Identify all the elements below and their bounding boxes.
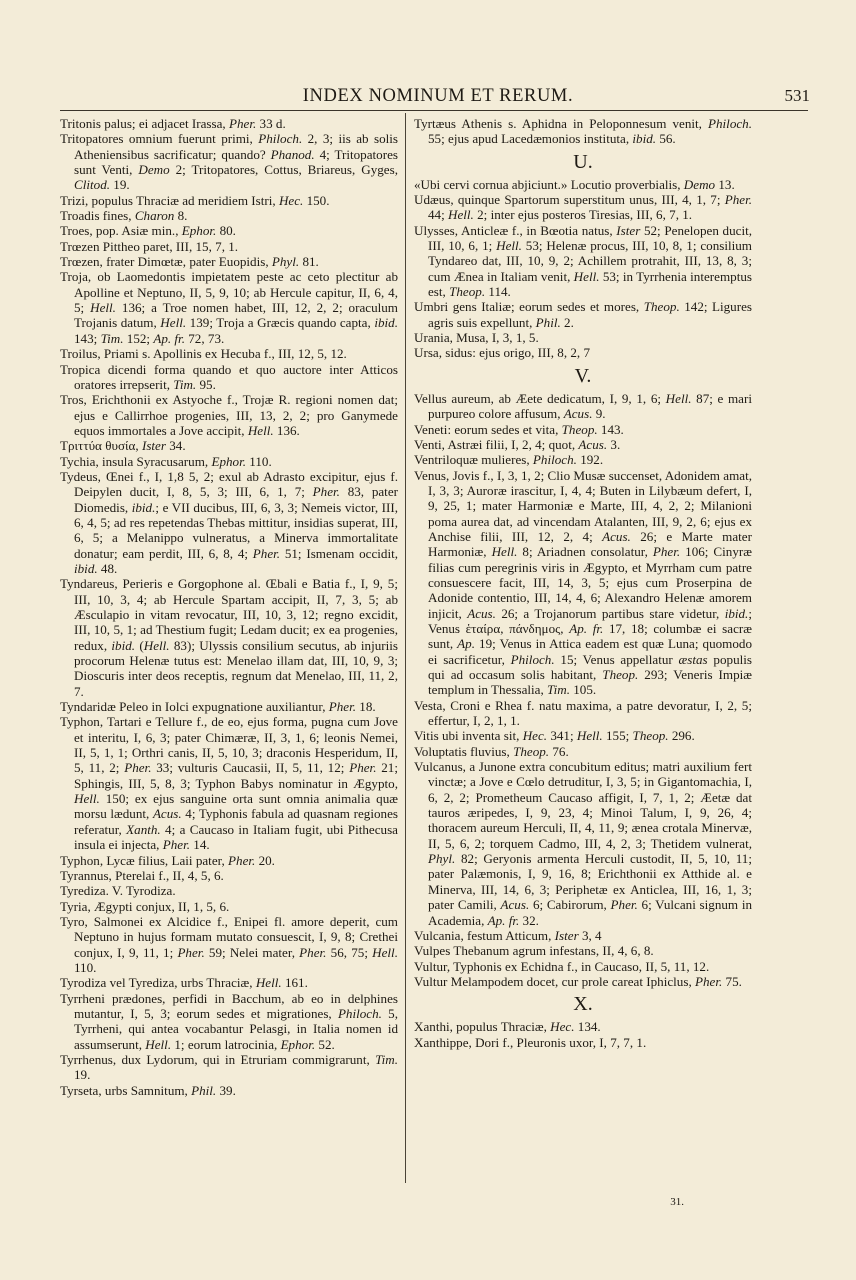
section-letter-u: U.	[573, 150, 593, 173]
signature-mark: 31.	[670, 1196, 684, 1208]
index-entry: Vultur, Typhonis ex Echidna f., in Caucaso, II, 5, 11, 12.	[414, 958, 710, 974]
index-entry: Vulpes Thebanum agrum infestans, II, 4, 6, 8.	[414, 943, 654, 959]
index-entry: Vellus aureum, ab Æete dedicatum, I, 9, 1, 6; Hell. 87; e mari purpureo colore affusum, Acus. 9.	[414, 390, 752, 422]
index-entry: Troilus, Priami s. Apollinis ex Hecuba f., III, 12, 5, 12.	[60, 346, 347, 362]
index-entry: Vulcanus, a Junone extra concubitum editus; matri auxilium fert vinctæ; a Jove e Cœlo detruditur, I, 3, 5; in Gigantomachia, I, 6, 2, 2; Prometheum Caucaso affigit, I, 7, 1, 2; Æetæ dat tauros æripedes, I, 9, 23, 4; Minoi Talum, I, 9, 26, 4; thoracem aureum Herculi, II, 4, 11, 9; ænea crotala Minervæ, II, 5, 6, 2; torquem Cadmo, III, 4, 2, 3; Thetidem vulnerat, Phyl. 82; Geryonis armenta Herculi custodit, II, 5, 10, 11; pater Palæmonis, I, 9, 16, 8; Erichthonii ex Atthide al. e Minerva, III, 14, 6, 3; Periphetæ ex Anticlea, III, 16, 1, 3; pater Camili, Acus. 6; Cabirorum, Pher. 6; Vulcani signum in Academia, Ap. fr. 32.	[414, 759, 752, 928]
index-entry: Tyrrheni prædones, perfidi in Bacchum, ab eo in delphines mutantur, I, 5, 3; eorum sedes et migrationes, Philoch. 5, Tyrrheni, qui antea vocabantur Pelasgi, in Italia nomen id assumserunt, Hell. 1; eorum latrocinia, Ephor. 52.	[60, 990, 398, 1052]
index-entry: Tritopatores omnium fuerunt primi, Philoch. 2, 3; iis ab solis Atheniensibus sacrificatur; quando? Phanod. 4; Tritopatores sunt Venti, Demo 2; Tritopatores, Cottus, Briareus, Gyges, Clitod. 19.	[60, 131, 398, 193]
block-v	[414, 391, 752, 989]
index-entry: Vesta, Croni e Rhea f. natu maxima, a patre devoratur, I, 2, 5; effertur, I, 2, 1, 1.	[414, 697, 752, 729]
index-entry: Tyrannus, Pterelai f., II, 4, 5, 6.	[60, 867, 224, 883]
header-rule	[60, 110, 808, 111]
index-entry: Xanthi, populus Thraciæ, Hec. 134.	[414, 1019, 601, 1035]
index-entry: Typhon, Tartari e Tellure f., de eo, ejus forma, pugna cum Jove et interitu, I, 6, 3; pater Chimæræ, II, 3, 1, 6; leonis Nemei, II, 5, 1, 1; Orthri canis, II, 5, 10, 3; draconis Hesperidum, II, 5, 11, 2; Pher. 33; vulturis Caucasii, II, 5, 11, 12; Pher. 21; Sphingis, III, 5, 8, 3; Typhon Babys nominatur in Ægypto, Hell. 150; ex ejus sanguine orta sunt omnia animalia quæ morsu lædunt, Acus. 4; Typhonis fabula ad quasnam regiones referatur, Xanth. 4; a Caucaso in Italiam fugit, ubi Pithecusa insula ei injecta, Pher. 14.	[60, 714, 398, 853]
index-entry: Urania, Musa, I, 3, 1, 5.	[414, 330, 539, 346]
index-entry: Tyrrhenus, dux Lydorum, qui in Etruriam commigrarunt, Tim. 19.	[60, 1051, 398, 1083]
index-entry: Troes, pop. Asiæ min., Ephor. 80.	[60, 223, 236, 239]
index-entry: Tyrediza. V. Tyrodiza.	[60, 883, 176, 899]
index-entry: Trœzen, frater Dimœtæ, pater Euopidis, Phyl. 81.	[60, 254, 319, 270]
index-entry: Ulysses, Anticleæ f., in Bœotia natus, Ister 52; Penelopen ducit, III, 10, 6, 1; Hell. 53; Helenæ procus, III, 10, 8, 1; consilium Tyndareo dat, III, 10, 9, 2; Achillem protrahit, III, 13, 8, 3; cum Ænea in Italiam venit, Hell. 53; in Tyrrhenia interemptus est, Theop. 114.	[414, 222, 752, 300]
right-column	[414, 116, 752, 1050]
block-x	[414, 1019, 752, 1050]
index-entry: Udæus, quinque Spartorum superstitum unus, III, 4, 1, 7; Pher. 44; Hell. 2; inter ejus posteros Tiresias, III, 6, 7, 1.	[414, 192, 752, 223]
running-header	[60, 86, 816, 112]
index-entry: Τριττύα θυσία, Ister 34.	[60, 438, 186, 454]
index-entry: Tropica dicendi forma quando et quo auctore inter Atticos oratores irrepserit, Tim. 95.	[60, 361, 398, 392]
index-entry: Tros, Erichthonii ex Astyoche f., Trojæ R. regioni nomen dat; ejus e Callirrhoe progenies, III, 13, 2, 2; pro Ganymede equos immortales a Jove accipit, Hell. 136.	[60, 392, 398, 438]
index-entry: Umbri gens Italiæ; eorum sedes et mores, Theop. 142; Ligures agris suis expellunt, Phil. 2.	[414, 299, 752, 330]
index-entry: Vitis ubi inventa sit, Hec. 341; Hell. 155; Theop. 296.	[414, 728, 695, 744]
index-entry: Trœzen Pittheo paret, III, 15, 7, 1.	[60, 238, 239, 254]
index-entry: Venus, Jovis f., I, 3, 1, 2; Clio Musæ succenset, Adonidem amat, I, 3, 3; Auroræ irascitur, I, 4, 4; Buten in Lilybæum defert, I, 9, 25, 1; mater Harmoniæ e Marte, III, 4, 2, 2; Milanioni poma aurea dat, ad vincendam Atalanten, III, 9, 2, 6; ejus ex Anchise filii, III, 12, 2, 4; Acus. 26; e Marte mater Harmoniæ, Hell. 8; Ariadnen consolatur, Pher. 106; Cinyræ filias cum peregrinis viris in Ægypto, et Myrrham cum patre consuescere facit, III, 14, 3, 5; ejus cum Proserpina de Adonide contentio, III, 14, 4, 6; Alexandro Helenæ amorem injicit, Acus. 26; a Trojanorum partibus stare videtur, ibid.; Venus ἑταίρα, πάνδημος, Ap. fr. 17, 18; columbæ ei sacræ sunt, Ap. 19; Venus in Attica eadem est quæ Luna; quomodo ei sacrificetur, Philoch. 15; Venus appellatur æstas populis qui ad occasum solis habitant, Theop. 293; Veneris Impiæ templum in Thessalia, Tim. 105.	[414, 467, 753, 698]
index-entry: Ursa, sidus: ejus origo, III, 8, 2, 7	[414, 345, 591, 361]
index-entry: Veneti: eorum sedes et vita, Theop. 143.	[414, 421, 624, 437]
index-entry: Tyrseta, urbs Samnitum, Phil. 39.	[60, 1082, 236, 1098]
index-entry: «Ubi cervi cornua abjiciunt.» Locutio proverbialis, Demo 13.	[414, 176, 735, 192]
section-letter-v: V.	[574, 364, 592, 387]
block-t	[414, 116, 752, 147]
index-entry: Tyria, Ægypti conjux, II, 1, 5, 6.	[60, 898, 230, 914]
index-entry: Tyrodiza vel Tyrediza, urbs Thraciæ, Hell. 161.	[60, 975, 308, 991]
index-entry: Tychia, insula Syracusarum, Ephor. 110.	[60, 453, 272, 469]
index-entry: Tydeus, Œnei f., I, 1,8 5, 2; exul ab Adrasto excipitur, ejus f. Deipylen ducit, I, 8, 5, 3; III, 6, 1, 7; Pher. 83, pater Diomedis, ibid.; e VII ducibus, III, 6, 3, 3; Nemeis victor, III, 6, 4, 5; ad res repetendas Thebas mittitur, insidias superat, III, 6, 5; a Melanippo vulneratus, a Minerva immortalitate donatur; eam perdit, III, 6, 8, 4; Pher. 51; Ismenam occidit, ibid. 48.	[60, 468, 399, 576]
index-entry: Vulcania, festum Atticum, Ister 3, 4	[414, 927, 602, 943]
index-entry: Tyro, Salmonei ex Alcidice f., Enipei fl. amore deperit, cum Neptuno in hujus formam mutato consuescit, I, 9, 8; Crethei conjux, I, 9, 11, 1; Pher. 59; Nelei mater, Pher. 56, 75; Hell. 110.	[60, 913, 398, 975]
index-entry: Typhon, Lycæ filius, Laii pater, Pher. 20.	[60, 852, 275, 868]
column-divider	[405, 113, 406, 1183]
index-entry: Ventriloquæ mulieres, Philoch. 192.	[414, 452, 604, 468]
index-entry: Tyndareus, Perieris e Gorgophone al. Œbali e Batia f., I, 9, 5; III, 10, 3, 4; ab Hercule Spartam accipit, II, 7, 3, 5; ab Æsculapio in vitam revocatur, III, 10, 3, 12; regno excidit, III, 10, 5, 1; ad Thestium fugit; Ledam ducit; ex ea progenies, redux, ibid. (Hell. 83); Ulyssis consilium secutus, ab injuriis procorum Helenæ tutus est: Menelao illam dat, III, 10, 9, 3; Dioscuris inter deos receptis, regnum dat Menelao, III, 11, 2, 7.	[60, 576, 398, 699]
index-entry: Tyrtæus Athenis s. Aphidna in Peloponnesum venit, Philoch. 55; ejus apud Lacedæmonios instituta, ibid. 56.	[414, 116, 752, 147]
index-entry: Tritonis palus; ei adjacet Irassa, Pher. 33 d.	[60, 116, 286, 131]
index-entry: Vultur Melampodem docet, cur prole careat Iphiclus, Pher. 75.	[414, 973, 742, 989]
index-entry: Troja, ob Laomedontis impietatem peste ac ceto plectitur ab Apolline et Neptuno, II, 5, 9, 10; ab Hercule capitur, II, 6, 4, 5; Hell. 136; a Troe nomen habet, III, 12, 2, 2; oraculum Trojanis datum, Hell. 139; Troja a Græcis quando capta, ibid. 143; Tim. 152; Ap. fr. 72, 73.	[60, 269, 398, 346]
section-letter-x: X.	[573, 993, 593, 1016]
left-column	[60, 116, 398, 1098]
block-u	[414, 177, 752, 361]
index-entry: Venti, Astræi filii, I, 2, 4; quot, Acus. 3.	[414, 436, 621, 452]
page-title: INDEX NOMINUM ET RERUM.	[302, 86, 574, 106]
index-entry: Troadis fines, Charon 8.	[60, 208, 188, 224]
page-number: 531	[784, 86, 810, 105]
index-entry: Voluptatis fluvius, Theop. 76.	[414, 743, 569, 759]
index-entry: Xanthippe, Dori f., Pleuronis uxor, I, 7, 7, 1.	[414, 1034, 647, 1050]
index-entry: Trizi, populus Thraciæ ad meridiem Istri, Hec. 150.	[60, 192, 330, 208]
index-entry: Tyndaridæ Peleo in Iolci expugnatione auxiliantur, Pher. 18.	[60, 699, 376, 715]
